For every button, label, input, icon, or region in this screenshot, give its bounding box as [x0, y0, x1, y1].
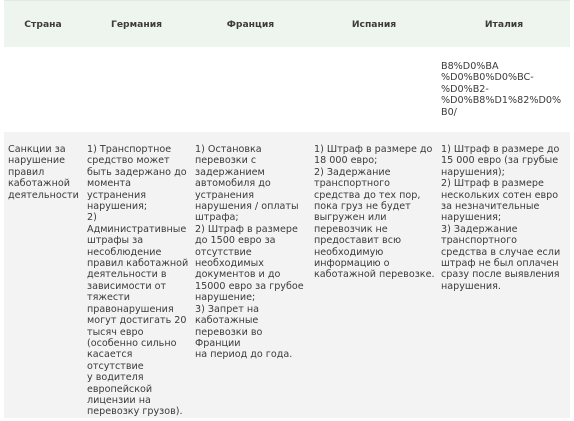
- table-row: [4, 132, 570, 418]
- header-italy: Италия: [484, 18, 524, 30]
- sanctions-table: [4, 0, 570, 418]
- cell-spain-sanctions: 1) Штраф в размере до 18 000 евро; 2) Задержание транспортного средства до тех пор, пока груз не будет выгружен или перевозчик не предоставит всю необходимую информацию о каботажной перевозке.: [314, 144, 435, 281]
- table-header-row: [4, 0, 570, 47]
- table-row: [4, 47, 570, 132]
- cell-france-sanctions: 1) Остановка перевозки с задержанием автомобиля до устранения нарушения / оплаты штрафа; 2) Штраф в размере до 1500 евро за отсутствие необходимых документов и до 15000 евро за грубое нарушение; 3) Запрет на каботажные перевозки во Франции на период до года.: [195, 144, 304, 361]
- header-country: Страна: [24, 18, 62, 30]
- header-france: Франция: [226, 18, 275, 30]
- header-germany: Германия: [110, 18, 163, 30]
- header-spain: Испания: [351, 18, 397, 30]
- cell-germany-sanctions: 1) Транспортное средство может быть задержано до момента устранения нарушения; 2) Административные штрафы за несоблюдение правил каботажной деятельности в зависимости от тяжести правонарушения могут достигать 20 тысяч евро (особенно сильно касается отсутствие у водителя европейской лицензии на перевозку грузов).: [87, 144, 189, 418]
- table-cell: [191, 47, 310, 132]
- cell-italy-sanctions: 1) Штраф в размере до 15 000 евро (за грубые нарушения); 2) Штраф в размере нескольких сотен евро за незначительные нарушения; 3) Задержание транспортного средства в случае если штраф не был оплачен сразу после выявления нарушения.: [441, 144, 561, 292]
- table-cell: [310, 47, 438, 132]
- italy-url-fragment: B8%D0%BA %D0%B0%D0%BC- %D0%B2- %D0%B8%D1%82%D0% B0/: [441, 61, 562, 118]
- table-cell: [4, 47, 82, 132]
- table-cell: [82, 47, 191, 132]
- row-label-sanctions: Санкции за нарушение правил каботажной деятельности: [8, 144, 79, 201]
